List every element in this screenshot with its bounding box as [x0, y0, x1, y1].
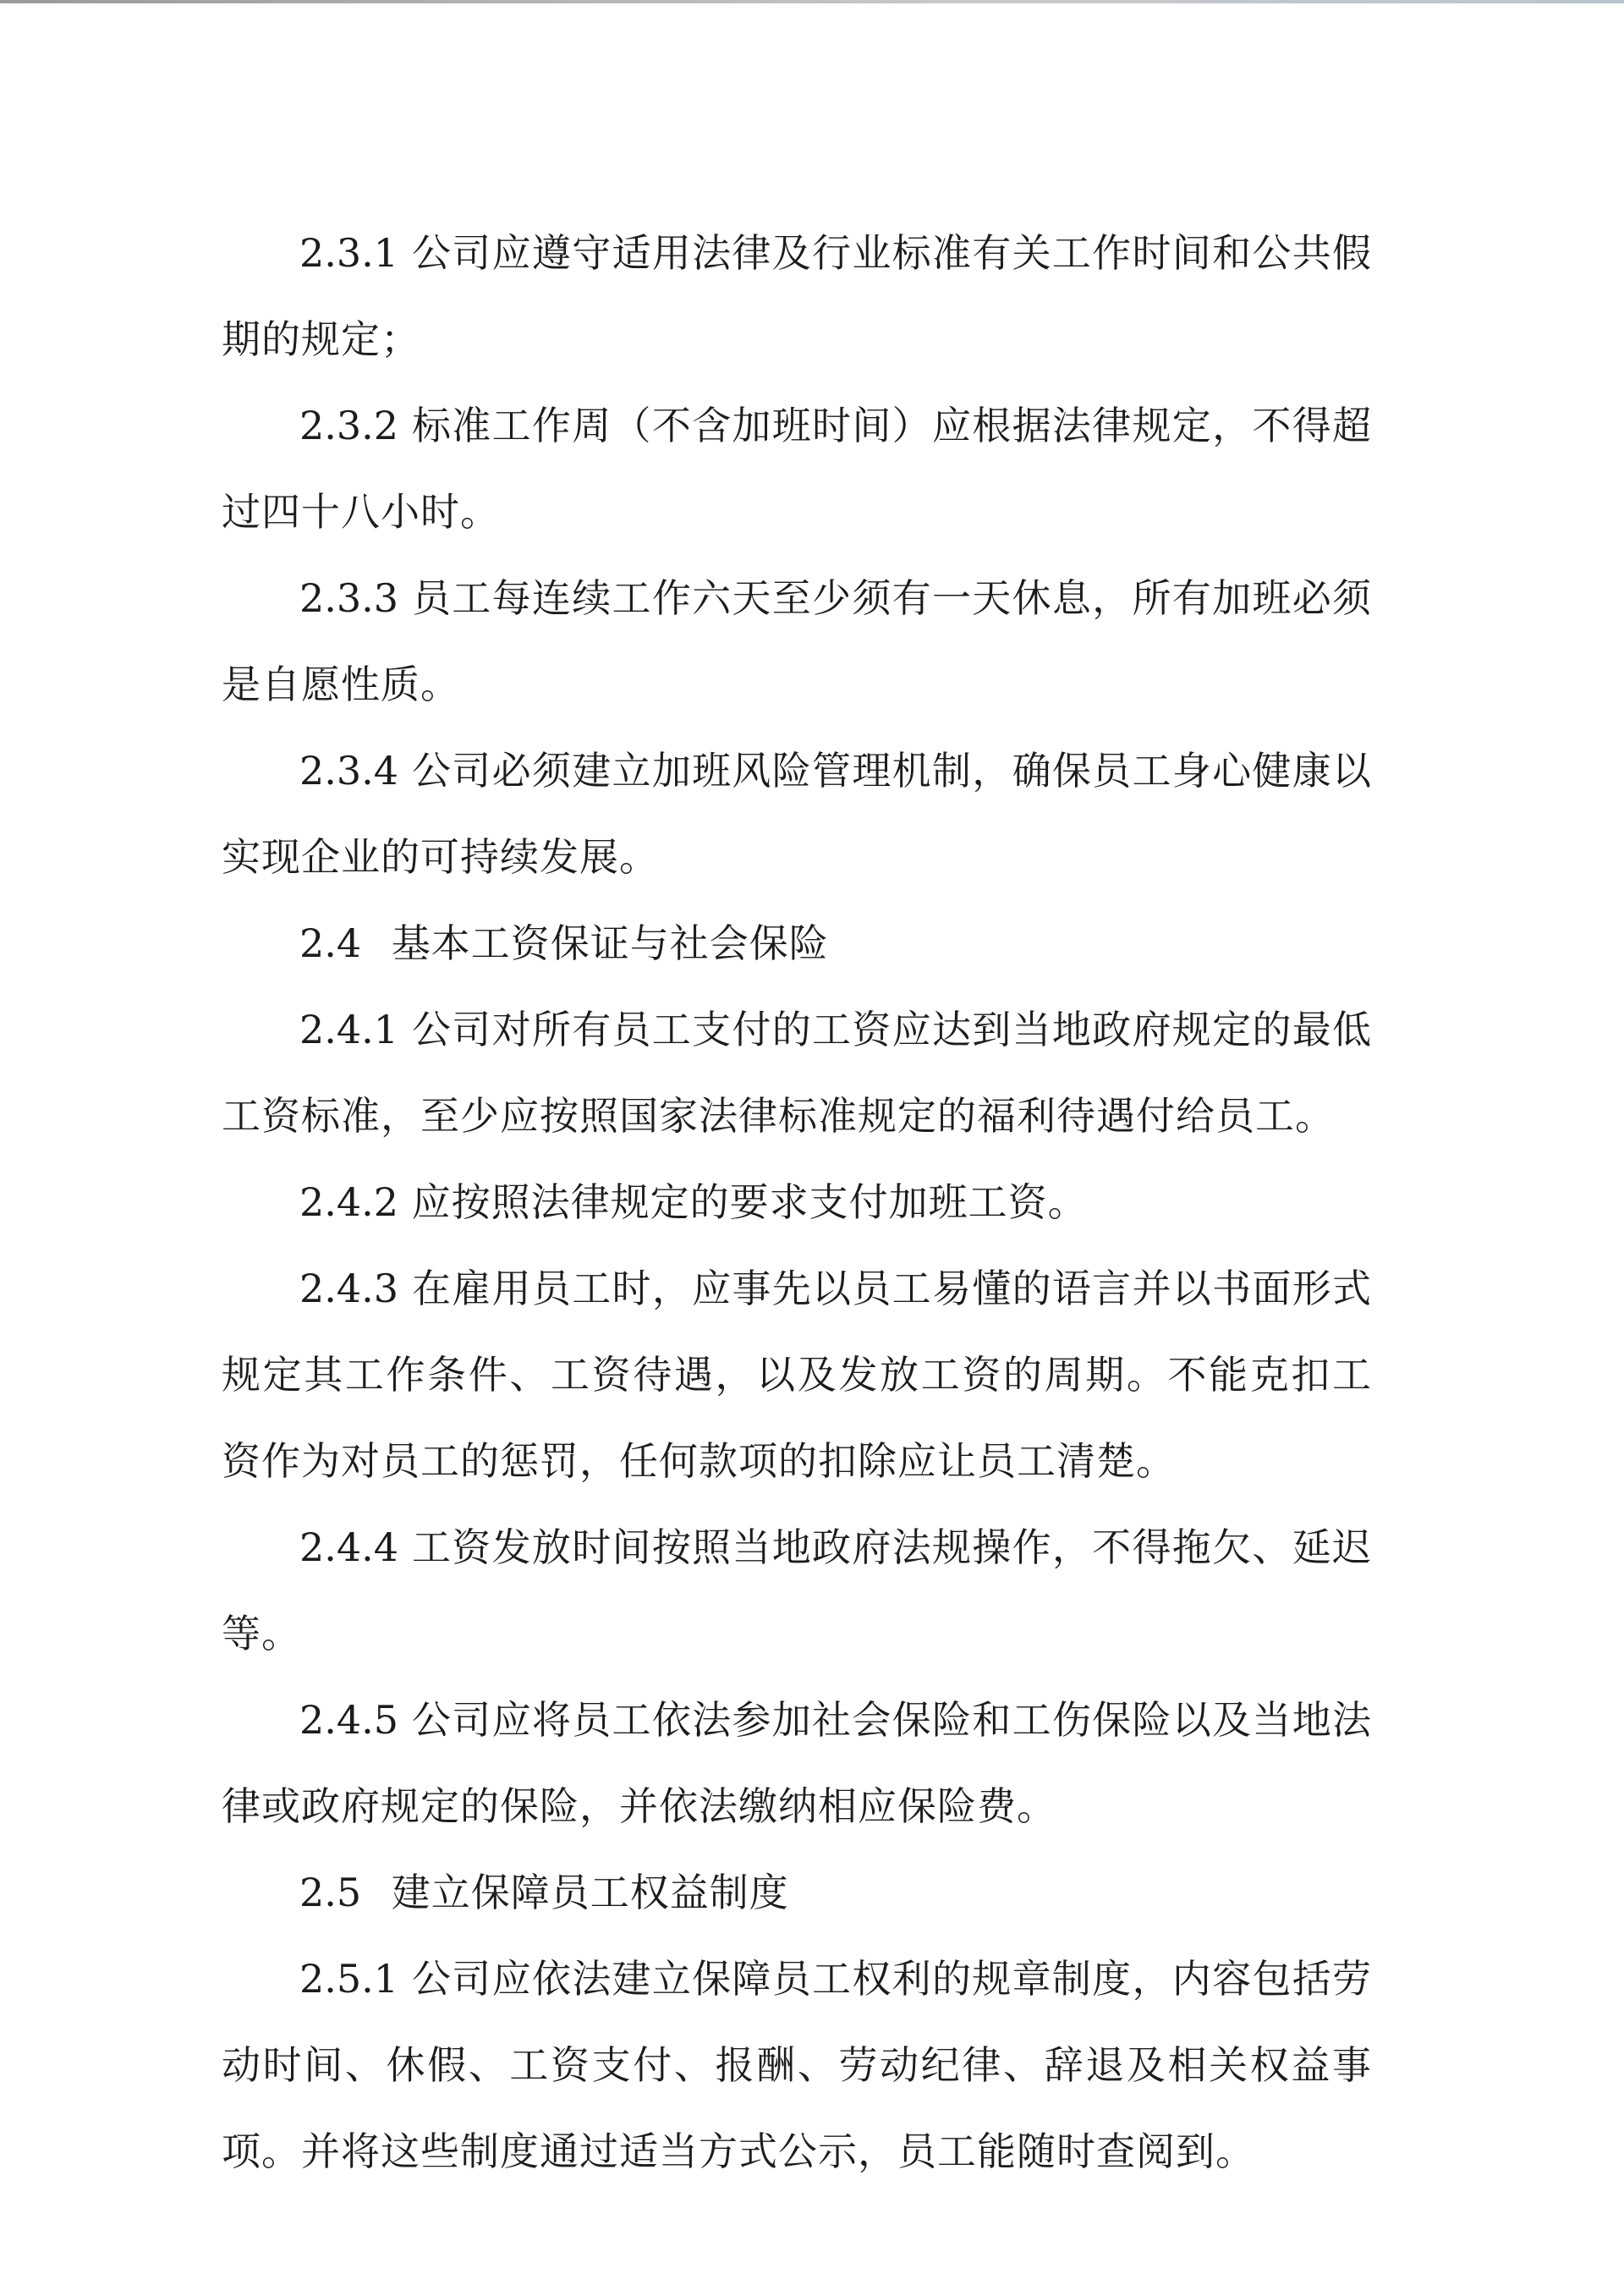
clause-number: 2.3.4 — [299, 748, 399, 794]
clause-2-3-2 — [222, 382, 1372, 555]
clause-2-4-5 — [222, 1677, 1372, 1849]
document-page — [222, 210, 1372, 2194]
clause-text: 标准工作周（不含加班时间）应根据法律规定，不得超过四十八小时。 — [222, 403, 1373, 535]
clause-text: 公司必须建立加班风险管理机制，确保员工身心健康以实现企业的可持续发展。 — [222, 748, 1373, 880]
clause-text: 工资发放时间按照当地政府法规操作，不得拖欠、延迟等。 — [222, 1524, 1373, 1656]
clause-2-3-4 — [222, 728, 1372, 900]
clause-2-4-3 — [222, 1245, 1372, 1504]
clause-text: 公司对所有员工支付的工资应达到当地政府规定的最低工资标准，至少应按照国家法律标准规定的福利待遇付给员工。 — [222, 1007, 1373, 1139]
clause-text: 应按照法律规定的要求支付加班工资。 — [411, 1179, 1088, 1225]
clause-number: 2.4.4 — [299, 1524, 399, 1570]
section-title: 建立保障员工权益制度 — [391, 1870, 789, 1915]
clause-2-4-2 — [222, 1159, 1372, 1245]
clause-text: 在雇用员工时，应事先以员工易懂的语言并以书面形式规定其工作条件、工资待遇，以及发放工资的周期。不能克扣工资作为对员工的惩罚，任何款项的扣除应让员工清楚。 — [222, 1266, 1373, 1484]
clause-2-4-1 — [222, 986, 1372, 1159]
clause-2-5-1 — [222, 1936, 1372, 2194]
section-number: 2.4 — [299, 920, 362, 966]
section-number: 2.5 — [299, 1870, 362, 1915]
section-title: 基本工资保证与社会保险 — [391, 920, 829, 966]
clause-number: 2.4.5 — [299, 1697, 399, 1743]
clause-number: 2.3.3 — [299, 575, 399, 621]
clause-2-3-1 — [222, 210, 1372, 382]
clause-2-3-3 — [222, 555, 1372, 728]
clause-text: 公司应将员工依法参加社会保险和工伤保险以及当地法律或政府规定的保险，并依法缴纳相应保险费。 — [222, 1697, 1373, 1829]
section-heading-2-5 — [222, 1849, 1372, 1936]
clause-2-4-4 — [222, 1504, 1372, 1677]
clause-number: 2.4.2 — [299, 1179, 399, 1225]
clause-number: 2.3.1 — [299, 230, 399, 276]
clause-text: 公司应遵守适用法律及行业标准有关工作时间和公共假期的规定； — [222, 230, 1373, 362]
clause-number: 2.4.1 — [299, 1007, 399, 1052]
clause-number: 2.4.3 — [299, 1266, 399, 1311]
clause-number: 2.5.1 — [299, 1956, 399, 2002]
clause-text: 公司应依法建立保障员工权利的规章制度，内容包括劳动时间、休假、工资支付、报酬、劳动纪律、辞退及相关权益事项。并将这些制度通过适当方式公示，员工能随时查阅到。 — [222, 1956, 1373, 2174]
section-heading-2-4 — [222, 900, 1372, 986]
clause-text: 员工每连续工作六天至少须有一天休息，所有加班必须是自愿性质。 — [222, 575, 1373, 707]
scan-top-edge — [0, 0, 1624, 3]
clause-number: 2.3.2 — [299, 403, 399, 448]
